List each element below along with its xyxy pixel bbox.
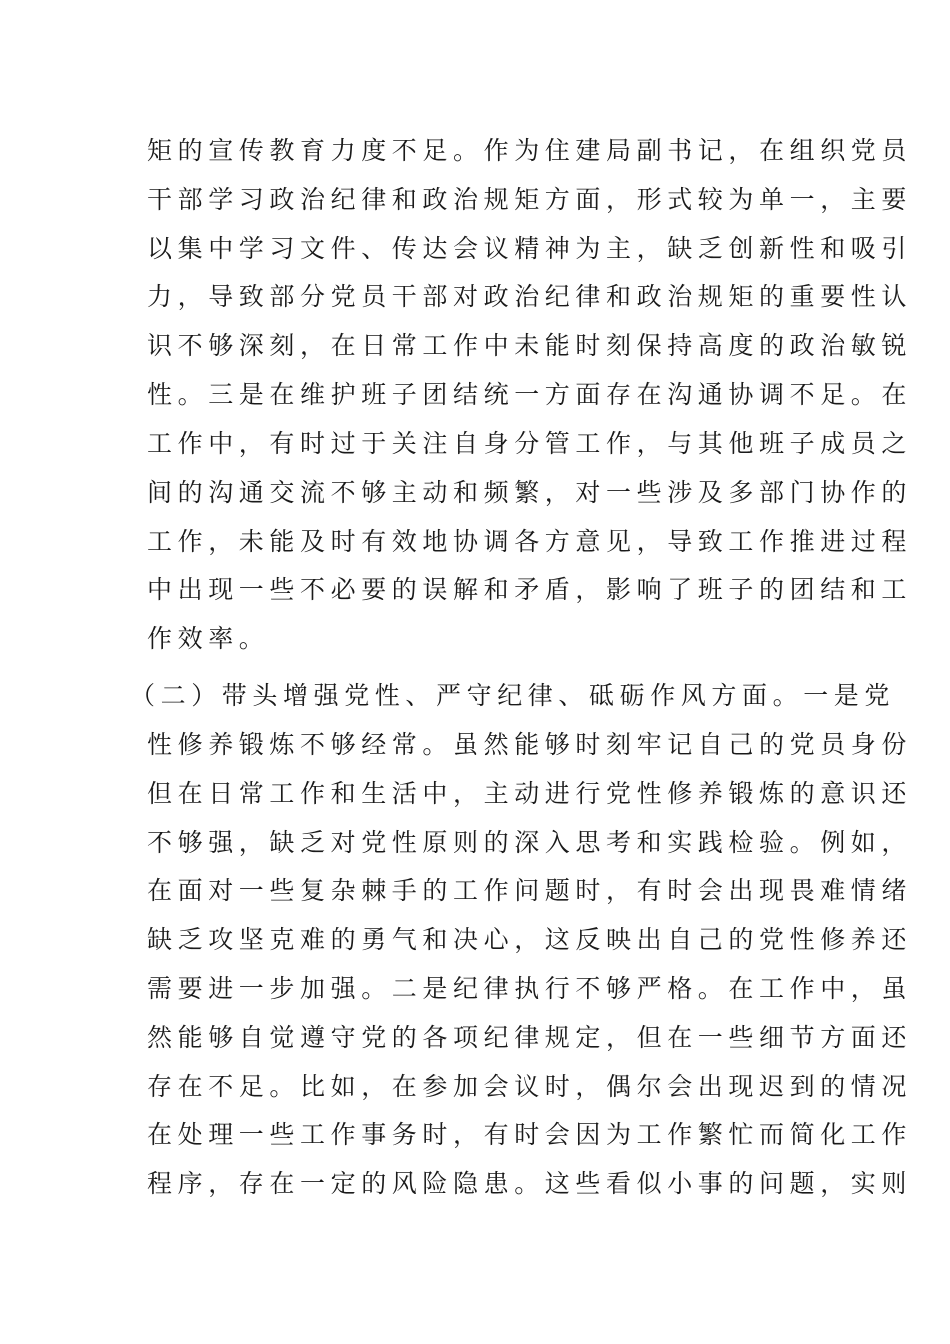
- text-line: 但在日常工作和生活中，主动进行党性修养锻炼的意识还: [147, 779, 913, 808]
- text-line: 在面对一些复杂棘手的工作问题时，有时会出现畏难情绪: [147, 876, 913, 905]
- text-line: 以集中学习文件、传达会议精神为主，缺乏创新性和吸引: [147, 234, 913, 263]
- text-line: 缺乏攻坚克难的勇气和决心，这反映出自己的党性修养还: [147, 925, 913, 954]
- text-line: 识不够深刻，在日常工作中未能时刻保持高度的政治敏锐: [147, 331, 913, 360]
- text-line: 需要进一步加强。二是纪律执行不够严格。在工作中，虽: [147, 974, 913, 1003]
- text-line: 性修养锻炼不够经常。虽然能够时刻牢记自己的党员身份: [147, 730, 913, 759]
- text-line: 间的沟通交流不够主动和频繁，对一些涉及多部门协作的: [147, 478, 913, 507]
- text-line: 存在不足。比如，在参加会议时，偶尔会出现迟到的情况: [147, 1072, 913, 1101]
- text-line: 性。三是在维护班子团结统一方面存在沟通协调不足。在: [147, 380, 913, 409]
- text-line: 中出现一些不必要的误解和矛盾，影响了班子的团结和工: [147, 575, 913, 604]
- text-line: 工作中，有时过于关注自身分管工作，与其他班子成员之: [147, 429, 913, 458]
- text-line: 程序，存在一定的风险隐患。这些看似小事的问题，实则: [147, 1169, 913, 1198]
- section-heading-line: （二）带头增强党性、严守纪律、砥砺作风方面。一是党: [130, 681, 896, 710]
- text-line: 矩的宣传教育力度不足。作为住建局副书记，在组织党员: [147, 136, 913, 165]
- text-line: 力，导致部分党员干部对政治纪律和政治规矩的重要性认: [147, 282, 913, 311]
- text-line: 作效率。: [147, 624, 270, 653]
- text-line: 然能够自觉遵守党的各项纪律规定，但在一些细节方面还: [147, 1023, 913, 1052]
- text-line: 工作，未能及时有效地协调各方意见，导致工作推进过程: [147, 527, 913, 556]
- text-line: 干部学习政治纪律和政治规矩方面，形式较为单一，主要: [147, 185, 913, 214]
- text-line: 在处理一些工作事务时，有时会因为工作繁忙而简化工作: [147, 1120, 913, 1149]
- text-line: 不够强，缺乏对党性原则的深入思考和实践检验。例如，: [147, 828, 913, 857]
